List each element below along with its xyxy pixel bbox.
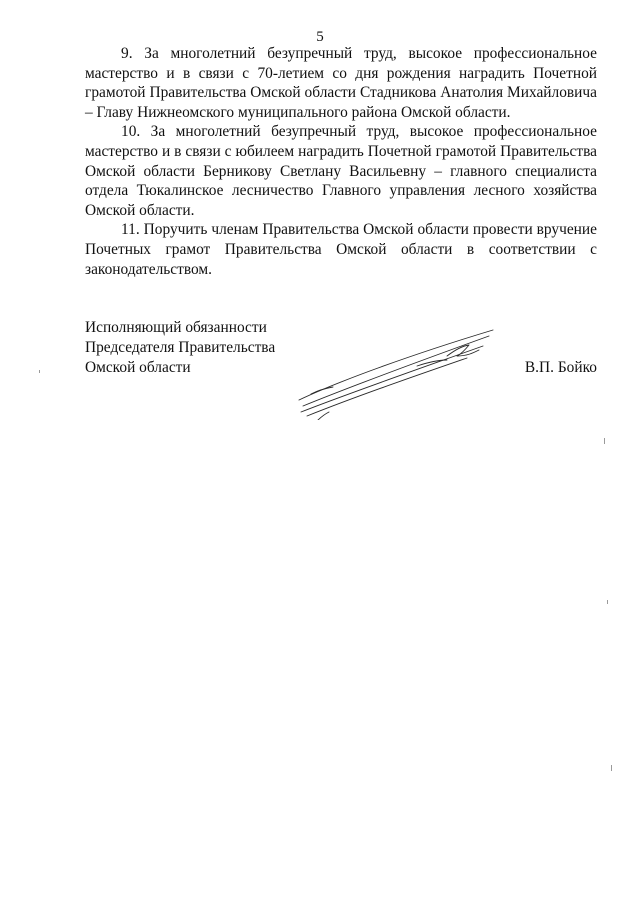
page-number: 5 bbox=[316, 29, 324, 45]
signatory-title-line: Исполняющий обязанности bbox=[85, 319, 267, 336]
signatory-title-line: Омской области bbox=[85, 359, 191, 376]
paragraph-item-9: 9. За многолетний безупречный труд, высокое профессиональное мастерство и в связи с 70-летием со дня рождения наградить Почетной грамотой Правительства Омской области Стадникова Анатолия Михайловича – Главу Нижнеомского муниципального района Омской области. bbox=[85, 45, 597, 121]
signature-block bbox=[85, 318, 597, 428]
paragraph-item-11: 11. Поручить членам Правительства Омской области провести вручение Почетных грамот Правительства Омской области в соответствии с законодательством. bbox=[85, 221, 597, 278]
signatory-title bbox=[85, 318, 275, 378]
paragraph-item-10: 10. За многолетний безупречный труд, высокое профессиональное мастерство и в связи с юбилеем наградить Почетной грамотой Правительства Омской области Берникову Светлану Васильевну – главного специалиста отдела Тюкалинское лесничество Главного управления лесного хозяйства Омской области. bbox=[85, 123, 597, 219]
scan-artifact bbox=[607, 600, 608, 604]
scan-artifact bbox=[39, 370, 40, 373]
scan-artifact bbox=[611, 765, 612, 771]
scan-artifact bbox=[604, 438, 605, 444]
signatory-name: В.П. Бойко bbox=[524, 359, 597, 376]
document-body bbox=[85, 44, 597, 279]
signatory-title-line: Председателя Правительства bbox=[85, 339, 276, 356]
handwritten-signature bbox=[297, 320, 497, 420]
